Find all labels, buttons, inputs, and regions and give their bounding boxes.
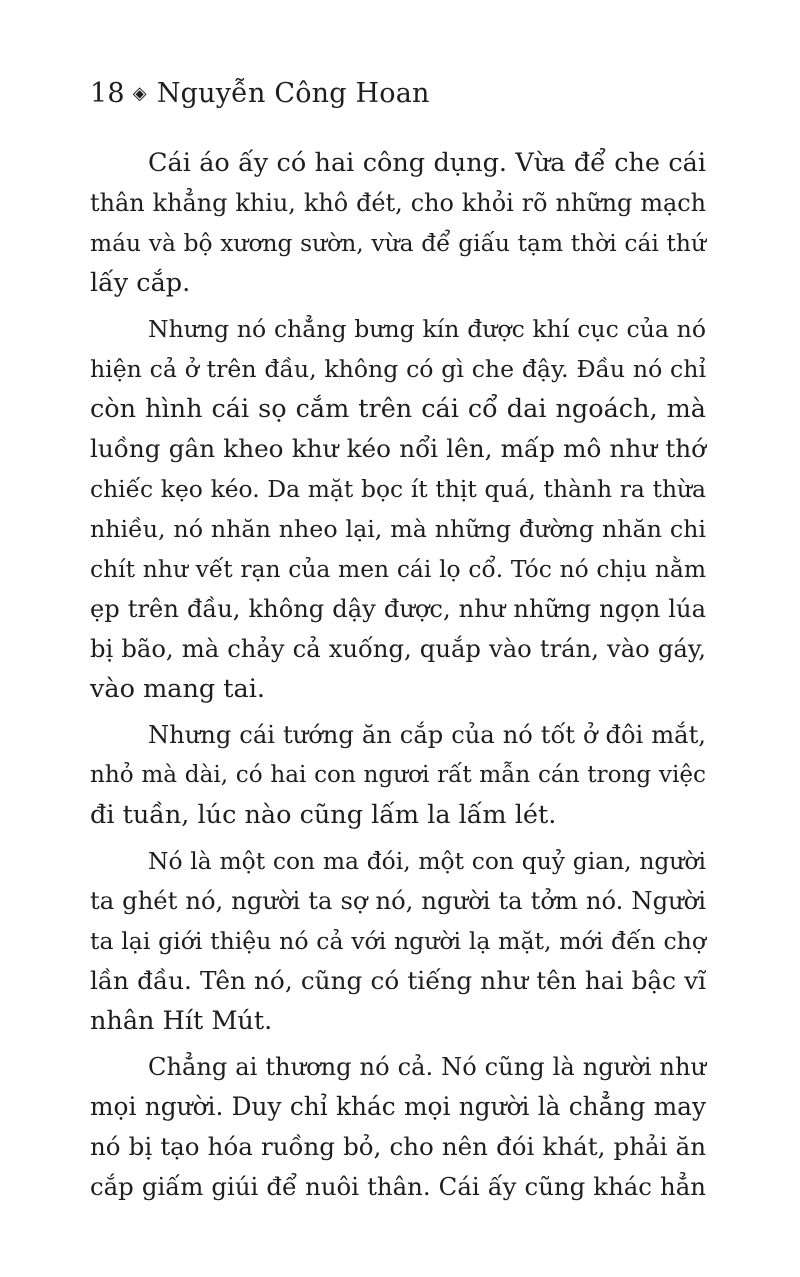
text-line: lấy cắp. <box>90 268 191 298</box>
text-line: hiện cả ở trên đầu, không có gì che đậy. Đầu nó chỉ <box>90 355 706 383</box>
text-line: nhiều, nó nhăn nheo lại, mà những đường nhăn chi <box>90 515 706 543</box>
text-line: Nhưng nó chẳng bưng kín được khí cục của nó <box>148 315 706 343</box>
paragraph-2 <box>90 309 706 709</box>
text-line: vào mang tai. <box>90 674 266 704</box>
page-number: 18 <box>90 78 125 109</box>
text-line: chiếc kẹo kéo. Da mặt bọc ít thịt quá, thành ra thừa <box>90 475 706 503</box>
text-line: còn hình cái sọ cắm trên cái cổ dai ngoách, mà <box>90 394 706 424</box>
paragraph-5 <box>90 1047 706 1207</box>
author-name: Nguyễn Công Hoan <box>156 78 430 109</box>
text-line: Nó là một con ma đói, một con quỷ gian, người <box>148 847 706 875</box>
paragraph-4 <box>90 841 706 1041</box>
text-line: chít như vết rạn của men cái lọ cổ. Tóc nó chịu nằm <box>90 555 706 583</box>
text-line: bị bão, mà chảy cả xuống, quắp vào trán, vào gáy, <box>90 634 706 663</box>
text-line: nhân Hít Mút. <box>90 1006 273 1036</box>
text-line: Nhưng cái tướng ăn cắp của nó tốt ở đôi mắt, <box>148 721 706 749</box>
text-line: Cái áo ấy có hai công dụng. Vừa để che cái <box>148 148 706 178</box>
text-line: ẹp trên đầu, không dậy được, như những ngọn lúa <box>90 595 706 623</box>
text-line: Chẳng ai thương nó cả. Nó cũng là người như <box>148 1053 706 1081</box>
running-header <box>90 74 430 114</box>
text-line: luồng gân kheo khư kéo nổi lên, mấp mô như thớ <box>90 434 706 463</box>
text-line: nó bị tạo hóa ruồng bỏ, cho nên đói khát, phải ăn <box>90 1132 706 1161</box>
text-line: đi tuần, lúc nào cũng lấm la lấm lét. <box>90 800 557 830</box>
text-line: cắp giấm giúi để nuôi thân. Cái ấy cũng khác hẳn <box>90 1172 706 1201</box>
text-line: máu và bộ xương sườn, vừa để giấu tạm thời cái thứ <box>90 229 706 257</box>
paragraph-3 <box>90 715 706 835</box>
text-line: ta lại giới thiệu nó cả với người lạ mặt, mới đến chợ <box>90 927 706 955</box>
text-line: ta ghét nó, người ta sợ nó, người ta tởm nó. Người <box>90 887 706 915</box>
text-line: thân khẳng khiu, khô đét, cho khỏi rõ những mạch <box>90 189 706 217</box>
text-line: mọi người. Duy chỉ khác mọi người là chẳng may <box>90 1092 706 1121</box>
text-line: nhỏ mà dài, có hai con ngươi rất mẫn cán trong việc <box>90 762 706 788</box>
text-line: lần đầu. Tên nó, cũng có tiếng như tên hai bậc vĩ <box>90 966 706 995</box>
paragraph-1 <box>90 143 706 303</box>
diamond-ornament-icon: ◈ <box>132 83 147 104</box>
body-text <box>90 143 706 1213</box>
